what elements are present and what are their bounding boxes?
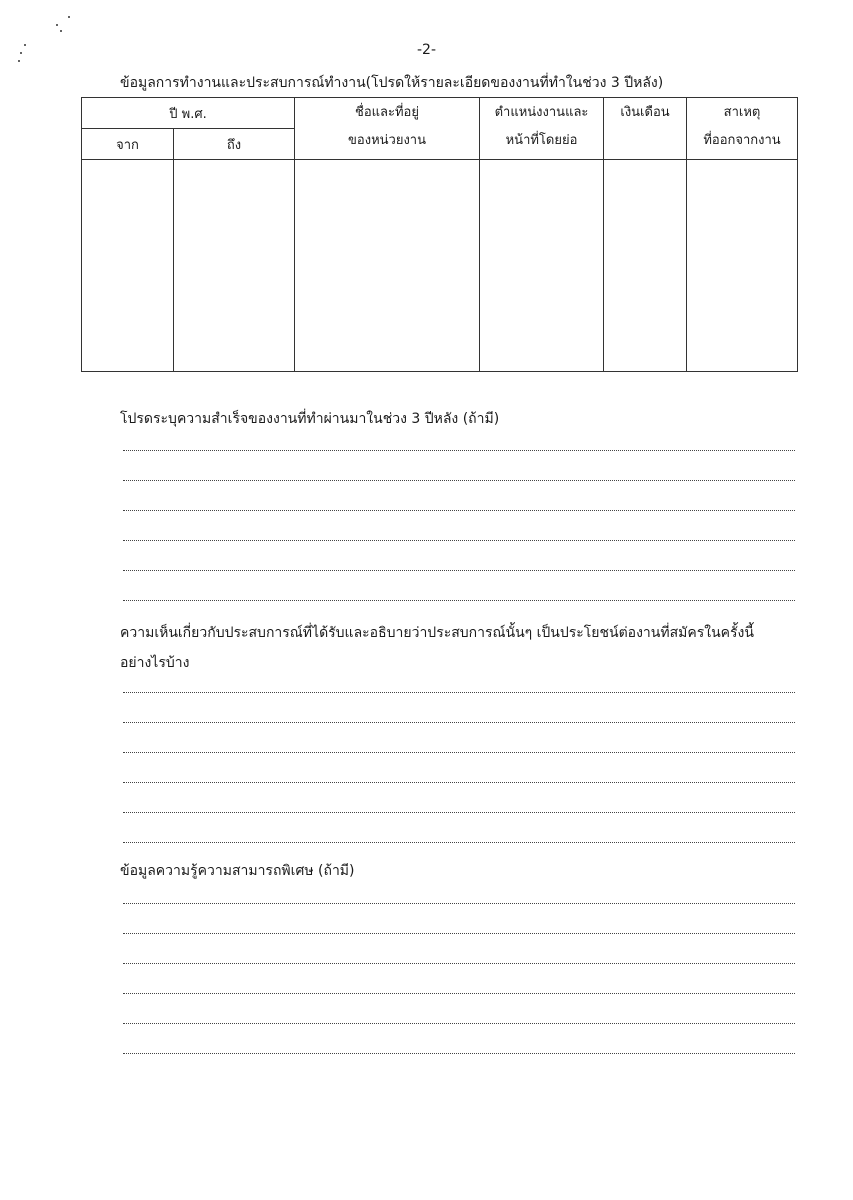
org-header-line1: ชื่อและที่อยู่ <box>355 105 419 120</box>
skills-section-title: ข้อมูลความรู้ความสามารถพิเศษ (ถ้ามี) <box>120 863 355 879</box>
reason-cell[interactable] <box>687 160 798 372</box>
from-header: จาก <box>82 129 174 160</box>
salary-header-label: เงินเดือน <box>620 105 670 120</box>
skills-line[interactable] <box>123 1024 795 1054</box>
skills-line[interactable] <box>123 994 795 1024</box>
achievement-line[interactable] <box>123 511 795 541</box>
position-header-line1: ตำแหน่งงานและ <box>494 105 589 120</box>
org-header <box>295 98 480 160</box>
opinion-line[interactable] <box>123 663 795 693</box>
to-cell[interactable] <box>174 160 295 372</box>
skills-lines <box>123 874 795 1054</box>
position-header <box>480 98 604 160</box>
achievement-line[interactable] <box>123 481 795 511</box>
skills-line[interactable] <box>123 874 795 904</box>
page-number: -2- <box>416 42 436 58</box>
reason-header <box>687 98 798 160</box>
opinion-title-line1: ความเห็นเกี่ยวกับประสบการณ์ที่ได้รับและอธิบายว่าประสบการณ์นั้นๆ เป็นประโยชน์ต่องานที่สมัครในครั้งนี้ <box>120 625 754 641</box>
achievement-line[interactable] <box>123 541 795 571</box>
skills-line[interactable] <box>123 934 795 964</box>
opinion-title-line2: อย่างไรบ้าง <box>120 655 190 671</box>
position-header-line2: หน้าที่โดยย่อ <box>505 133 578 148</box>
opinion-line[interactable] <box>123 753 795 783</box>
achievement-lines <box>123 421 795 601</box>
year-header: ปี พ.ศ. <box>82 98 295 129</box>
achievement-line[interactable] <box>123 571 795 601</box>
skills-line[interactable] <box>123 904 795 934</box>
to-header: ถึง <box>174 129 295 160</box>
reason-header-line2: ที่ออกจากงาน <box>703 133 781 148</box>
org-cell[interactable] <box>295 160 480 372</box>
from-cell[interactable] <box>82 160 174 372</box>
work-section-title: ข้อมูลการทำงานและประสบการณ์ทำงาน(โปรดให้รายละเอียดของงานที่ทำในช่วง 3 ปีหลัง) <box>120 75 664 91</box>
opinion-line[interactable] <box>123 813 795 843</box>
salary-cell[interactable] <box>604 160 687 372</box>
achievement-section-title: โปรดระบุความสำเร็จของงานที่ทำผ่านมาในช่วง 3 ปีหลัง (ถ้ามี) <box>120 411 500 427</box>
skills-line[interactable] <box>123 964 795 994</box>
opinion-line[interactable] <box>123 783 795 813</box>
achievement-line[interactable] <box>123 421 795 451</box>
achievement-line[interactable] <box>123 451 795 481</box>
reason-header-line1: สาเหตุ <box>723 105 761 120</box>
work-history-table <box>81 97 798 372</box>
position-cell[interactable] <box>480 160 604 372</box>
opinion-line[interactable] <box>123 723 795 753</box>
org-header-line2: ของหน่วยงาน <box>348 133 426 148</box>
opinion-line[interactable] <box>123 693 795 723</box>
table-row <box>82 160 798 372</box>
salary-header <box>604 98 687 160</box>
opinion-lines <box>123 663 795 843</box>
